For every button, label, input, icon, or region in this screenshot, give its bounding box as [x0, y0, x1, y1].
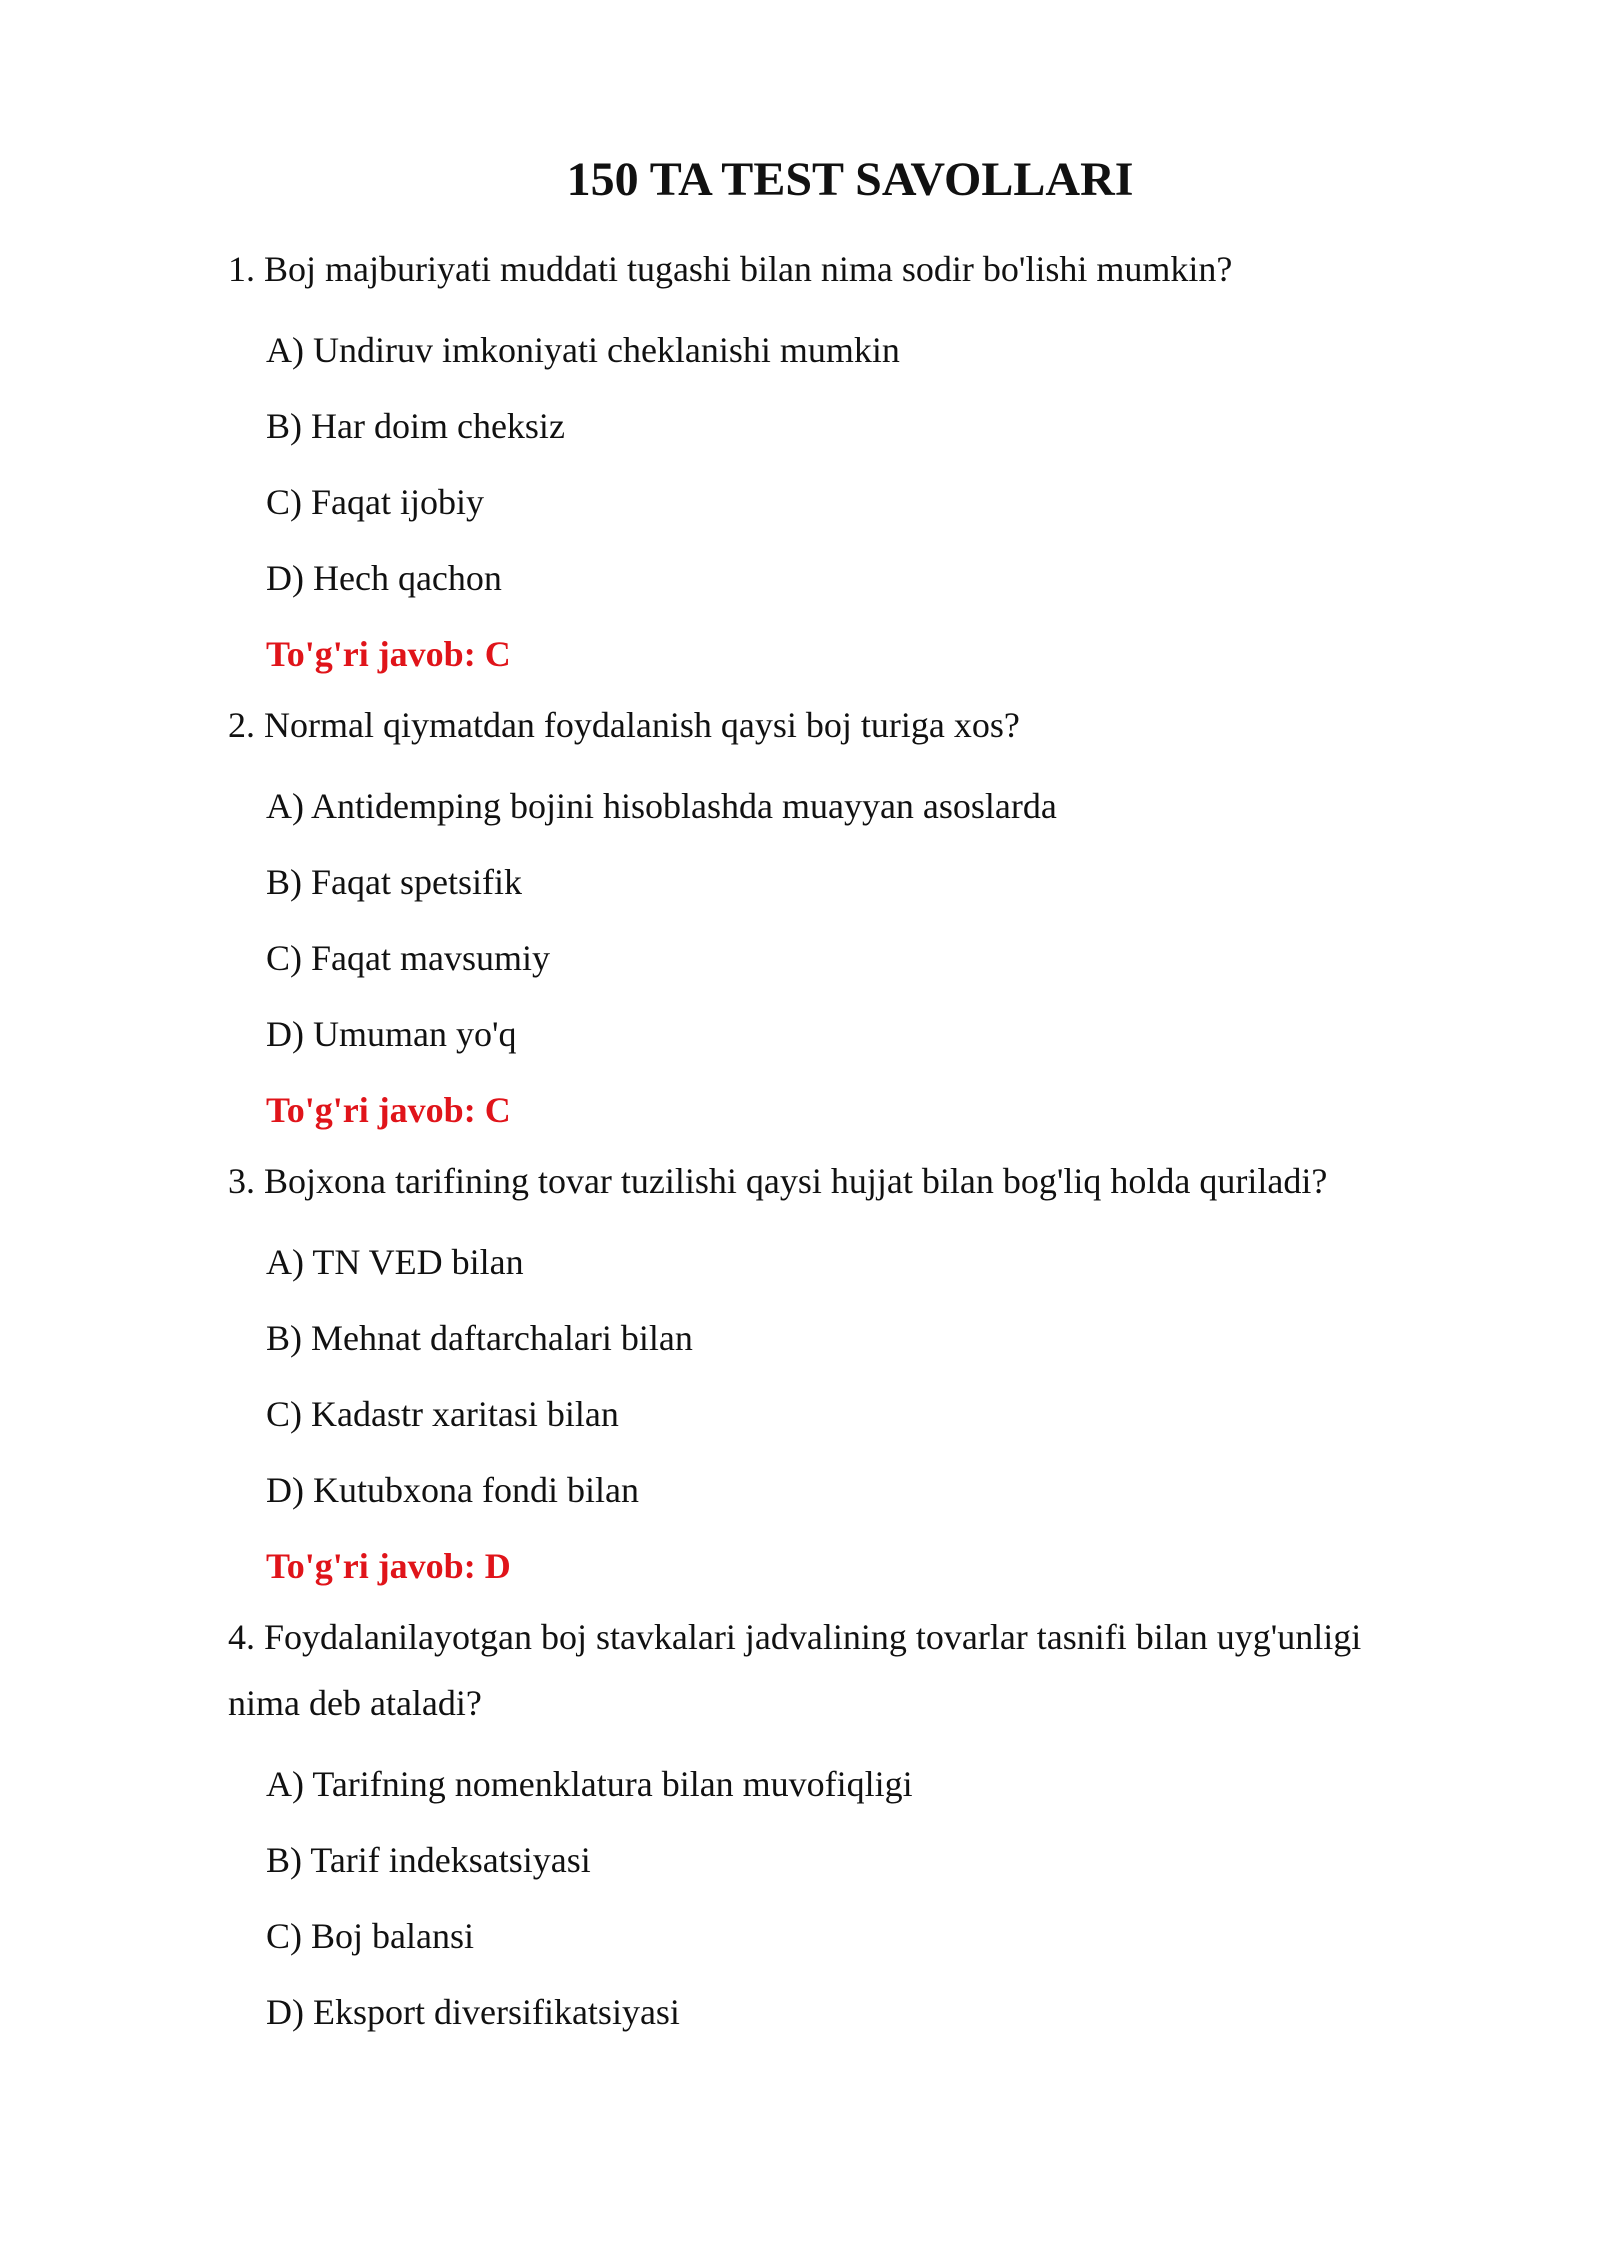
correct-answer: To'g'ri javob: C [266, 1090, 511, 1130]
option-d: D) Umuman yo'q [266, 1014, 517, 1054]
option-c: C) Faqat ijobiy [266, 482, 484, 522]
option-b: B) Mehnat daftarchalari bilan [266, 1318, 693, 1358]
option-list [228, 1224, 1428, 1528]
question-2 [228, 692, 1428, 1148]
question-text: 4. Foydalanilayotgan boj stavkalari jadvalining tovarlar tasnifi bilan uyg'unligi nima deb ataladi? [228, 1617, 1362, 1723]
option-c: C) Boj balansi [266, 1916, 474, 1956]
option-d: D) Eksport diversifikatsiyasi [266, 1992, 680, 2032]
option-a: A) Tarifning nomenklatura bilan muvofiqligi [266, 1764, 913, 1804]
option-d: D) Hech qachon [266, 558, 502, 598]
page-title: 150 TA TEST SAVOLLARI [566, 153, 1134, 206]
question-text: 3. Bojxona tarifining tovar tuzilishi qaysi hujjat bilan bog'liq holda quriladi? [228, 1161, 1328, 1201]
correct-answer: To'g'ri javob: C [266, 634, 511, 674]
option-c: C) Kadastr xaritasi bilan [266, 1394, 619, 1434]
option-b: B) Tarif indeksatsiyasi [266, 1840, 591, 1880]
question-text: 2. Normal qiymatdan foydalanish qaysi boj turiga xos? [228, 705, 1020, 745]
option-list [228, 312, 1428, 616]
question-text: 1. Boj majburiyati muddati tugashi bilan nima sodir bo'lishi mumkin? [228, 249, 1233, 289]
option-d: D) Kutubxona fondi bilan [266, 1470, 639, 1510]
option-list [228, 1746, 1428, 2050]
option-a: A) TN VED bilan [266, 1242, 524, 1282]
question-3 [228, 1148, 1428, 1604]
question-list [228, 236, 1428, 2050]
option-b: B) Faqat spetsifik [266, 862, 522, 902]
correct-answer: To'g'ri javob: D [266, 1546, 511, 1586]
option-a: A) Antidemping bojini hisoblashda muayyan asoslarda [266, 786, 1057, 826]
option-b: B) Har doim cheksiz [266, 406, 565, 446]
option-c: C) Faqat mavsumiy [266, 938, 550, 978]
question-4 [228, 1604, 1428, 2050]
option-list [228, 768, 1428, 1072]
question-1 [228, 236, 1428, 692]
option-a: A) Undiruv imkoniyati cheklanishi mumkin [266, 330, 900, 370]
